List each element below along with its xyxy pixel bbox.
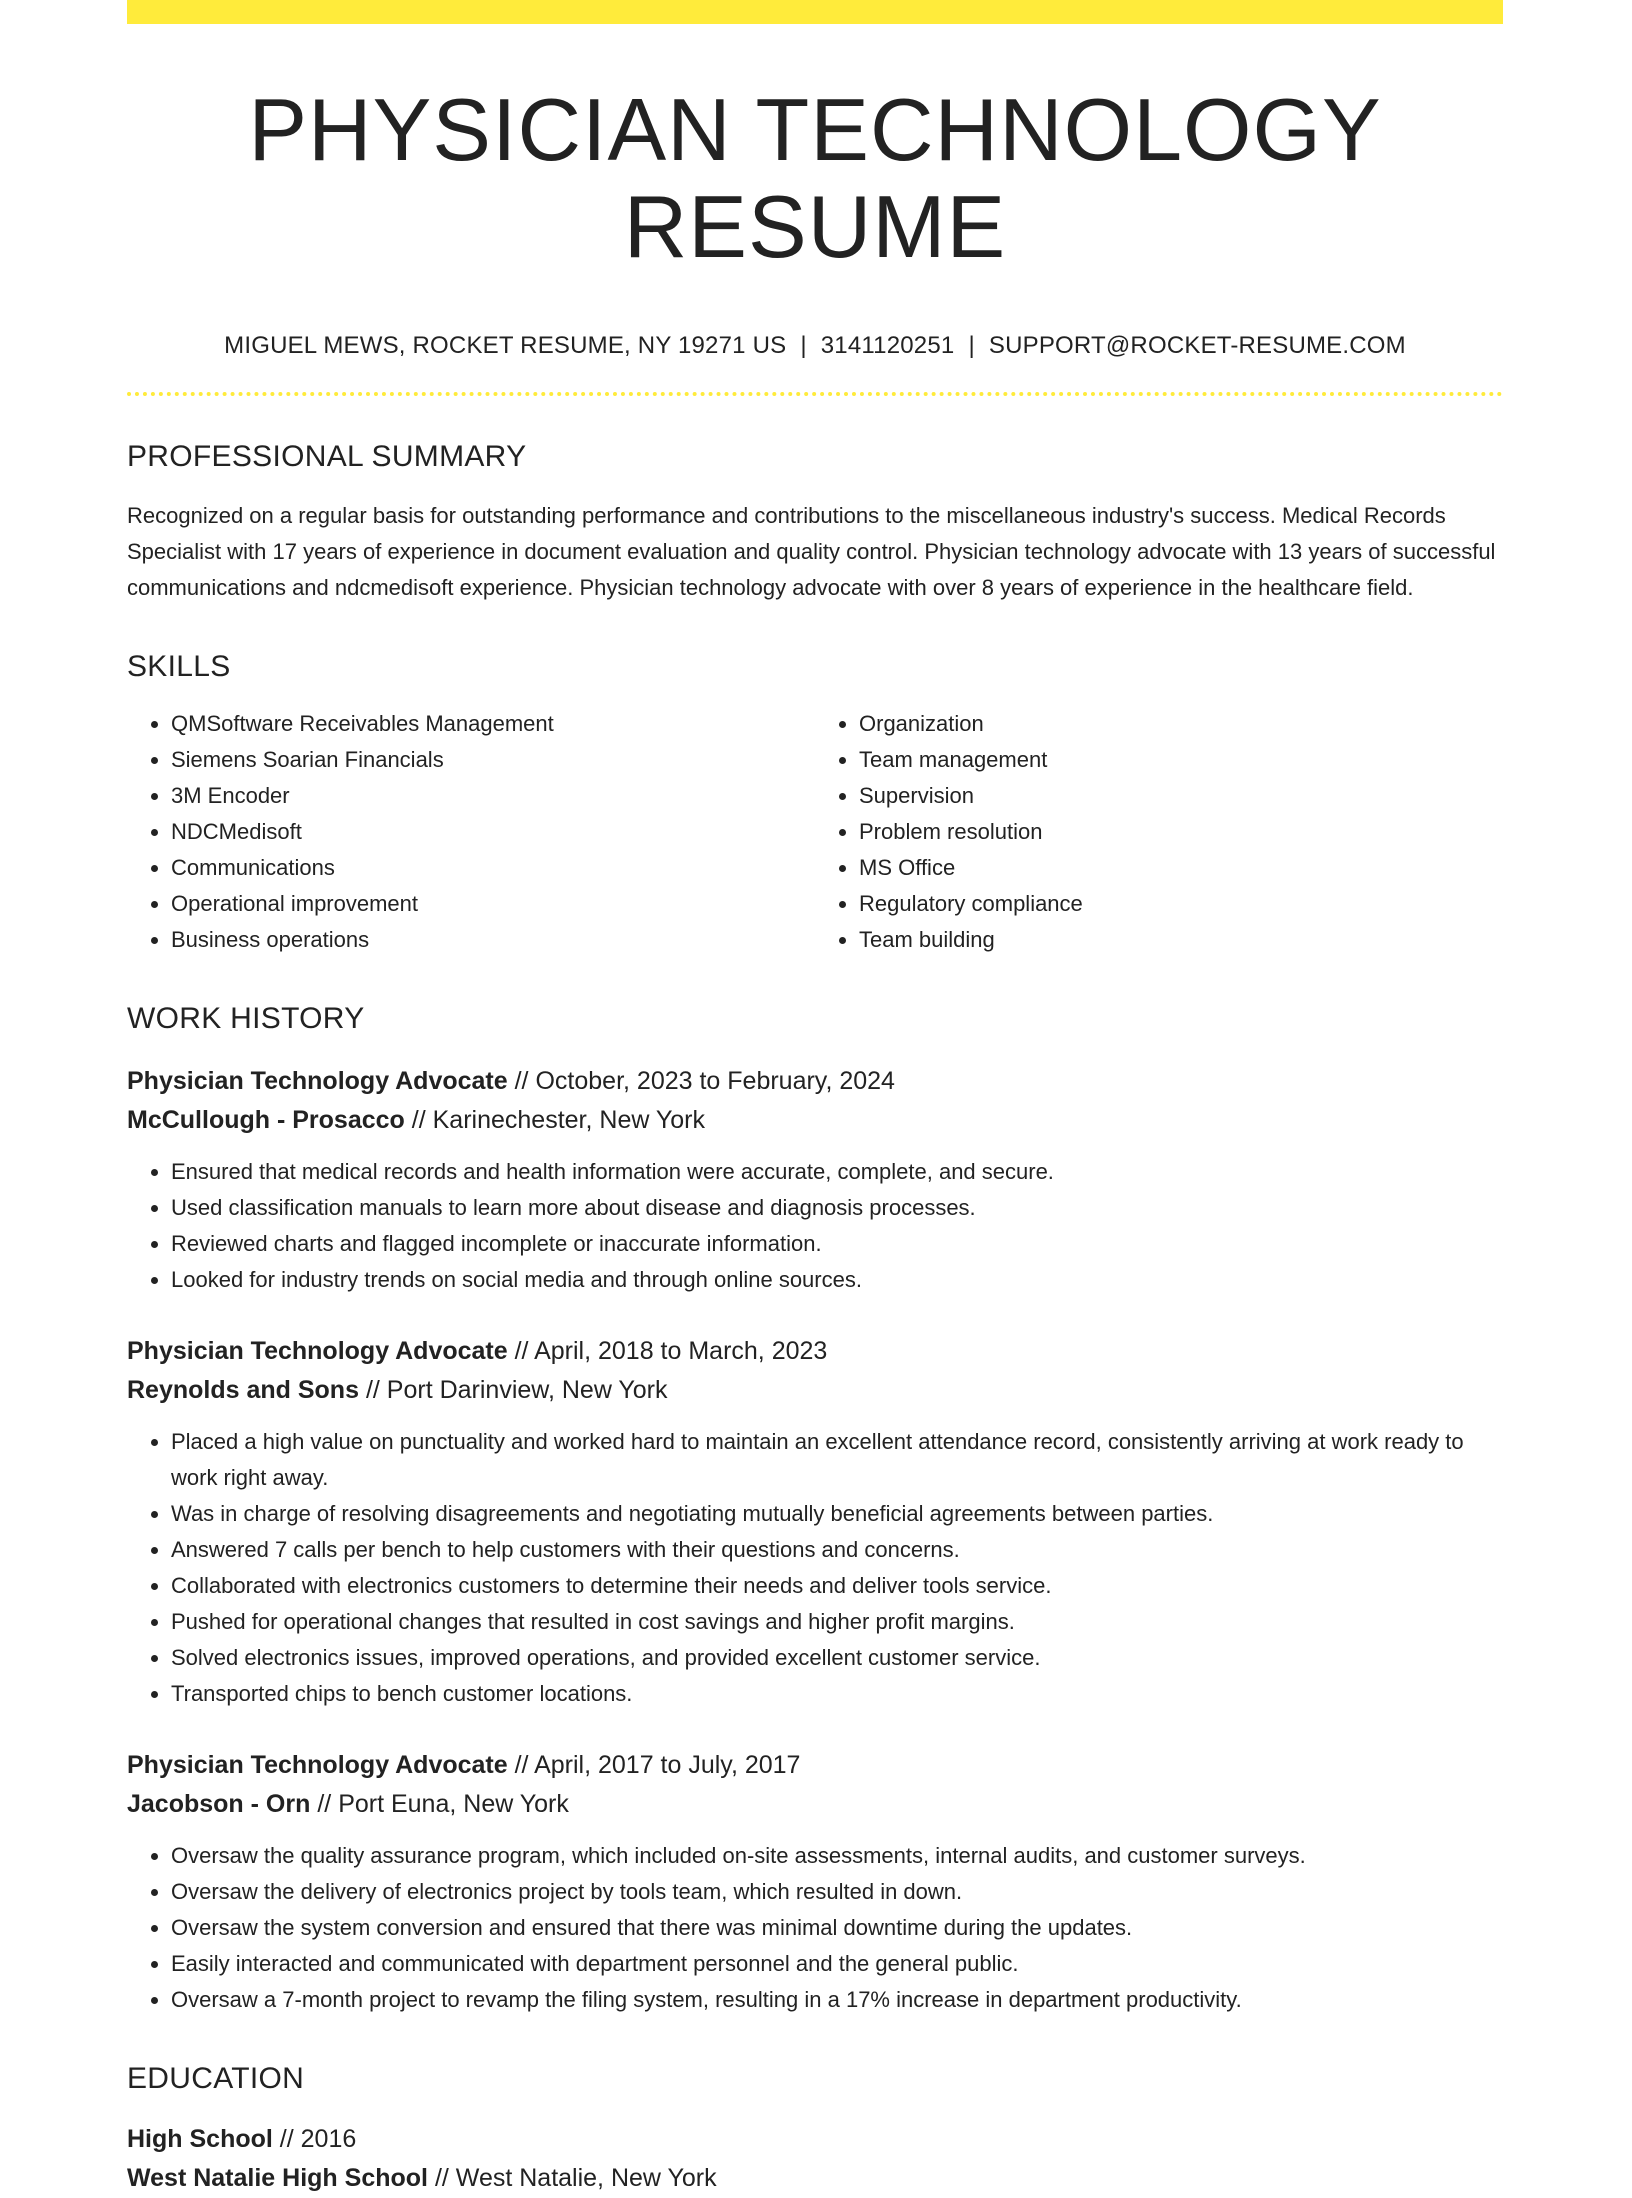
- education-degree-line: [127, 2120, 1503, 2159]
- job-bullet: • Solved electronics issues, improved operations, and provided excellent customer service.: [171, 1640, 1503, 1676]
- job-bullet: • Oversaw the system conversion and ensured that there was minimal downtime during the updates.: [171, 1910, 1503, 1946]
- education-school-line: [127, 2159, 1503, 2198]
- field-separator: //: [514, 1066, 529, 1095]
- job-bullet: • Used classification manuals to learn more about disease and diagnosis processes.: [171, 1190, 1503, 1226]
- job-title-line: [127, 1332, 1503, 1371]
- resume-title: PHYSICIAN TECHNOLOGY RESUME: [248, 80, 1382, 276]
- accent-top-bar: [127, 0, 1503, 24]
- job-bullet: • Easily interacted and communicated with department personnel and the general public.: [171, 1946, 1503, 1982]
- education-school: West Natalie High School: [127, 2163, 428, 2192]
- skill-item: • Regulatory compliance: [859, 886, 1503, 922]
- skill-item: • Supervision: [859, 778, 1503, 814]
- field-separator: //: [434, 2163, 449, 2192]
- field-separator: //: [365, 1375, 380, 1404]
- skill-item: • Communications: [171, 850, 815, 886]
- skill-item: • NDCMedisoft: [171, 814, 815, 850]
- contact-email: SUPPORT@ROCKET-RESUME.COM: [988, 331, 1406, 359]
- field-separator: //: [411, 1105, 426, 1134]
- work-history-heading: WORK HISTORY: [127, 1001, 365, 1035]
- job-bullet: • Oversaw the delivery of electronics project by tools team, which resulted in down.: [171, 1874, 1503, 1910]
- job-bullet: • Placed a high value on punctuality and worked hard to maintain an excellent attendance record, consistently arriving at work ready to work right away.: [171, 1424, 1503, 1496]
- job-location: Karinechester, New York: [432, 1105, 706, 1134]
- skill-item: • Business operations: [171, 922, 815, 958]
- education-heading: EDUCATION: [127, 2061, 305, 2095]
- job-title-line: [127, 1062, 1503, 1101]
- skill-item: • Team building: [859, 922, 1503, 958]
- job-entry: [127, 1746, 1503, 2018]
- contact-address: MIGUEL MEWS, ROCKET RESUME, NY 19271 US: [224, 331, 787, 359]
- contact-separator: |: [968, 331, 975, 359]
- job-location: Port Euna, New York: [338, 1789, 569, 1818]
- job-bullet: • Reviewed charts and flagged incomplete or inaccurate information.: [171, 1226, 1503, 1262]
- dotted-divider: [127, 392, 1503, 396]
- summary-heading: PROFESSIONAL SUMMARY: [127, 439, 527, 473]
- contact-separator: |: [800, 331, 807, 359]
- job-bullet: • Transported chips to bench customer locations.: [171, 1676, 1503, 1712]
- job-bullet: • Oversaw the quality assurance program, which included on-site assessments, internal audits, and customer surveys.: [171, 1838, 1503, 1874]
- job-dates: October, 2023 to February, 2024: [535, 1066, 895, 1095]
- job-bullet: • Answered 7 calls per bench to help customers with their questions and concerns.: [171, 1532, 1503, 1568]
- education-degree: High School: [127, 2124, 273, 2153]
- skills-column-left: [127, 706, 815, 958]
- job-title: Physician Technology Advocate: [127, 1066, 508, 1095]
- job-company: Reynolds and Sons: [127, 1375, 359, 1404]
- summary-text: Recognized on a regular basis for outstanding performance and contributions to the miscellaneous industry's success. Medical Records Specialist with 17 years of experience in document evaluation and quality control. Physician technology advocate with 13 years of successful communications and ndcmedisoft experience. Physician technology advocate with over 8 years of experience in the healthcare field.: [127, 502, 1496, 600]
- education-year: 2016: [300, 2124, 357, 2153]
- skill-item: • Team management: [859, 742, 1503, 778]
- job-bullets: [127, 1154, 1503, 1298]
- skill-item: • 3M Encoder: [171, 778, 815, 814]
- job-entry: [127, 1332, 1503, 1712]
- job-company-line: [127, 1371, 1503, 1410]
- job-location: Port Darinview, New York: [386, 1375, 668, 1404]
- skill-item: • Operational improvement: [171, 886, 815, 922]
- resume-page: [127, 0, 1503, 2198]
- skill-item: • MS Office: [859, 850, 1503, 886]
- job-dates: April, 2017 to July, 2017: [534, 1750, 801, 1779]
- job-bullet: • Pushed for operational changes that resulted in cost savings and higher profit margins.: [171, 1604, 1503, 1640]
- education-entry: [127, 2120, 1503, 2198]
- job-title-line: [127, 1746, 1503, 1785]
- skill-item: • Problem resolution: [859, 814, 1503, 850]
- job-entry: [127, 1062, 1503, 1298]
- job-bullet: • Oversaw a 7-month project to revamp the filing system, resulting in a 17% increase in department productivity.: [171, 1982, 1503, 2018]
- education-location: West Natalie, New York: [455, 2163, 717, 2192]
- job-company-line: [127, 1785, 1503, 1824]
- job-company: McCullough - Prosacco: [127, 1105, 405, 1134]
- job-title: Physician Technology Advocate: [127, 1336, 508, 1365]
- skill-item: • QMSoftware Receivables Management: [171, 706, 815, 742]
- field-separator: //: [317, 1789, 332, 1818]
- skills-heading: SKILLS: [127, 649, 231, 683]
- field-separator: //: [279, 2124, 294, 2153]
- skill-item: • Siemens Soarian Financials: [171, 742, 815, 778]
- job-bullets: [127, 1424, 1503, 1712]
- job-bullets: [127, 1838, 1503, 2018]
- field-separator: //: [514, 1750, 529, 1779]
- job-company-line: [127, 1101, 1503, 1140]
- contact-phone: 3141120251: [820, 331, 955, 359]
- skills-list: [127, 706, 1503, 958]
- job-bullet: • Ensured that medical records and health information were accurate, complete, and secure.: [171, 1154, 1503, 1190]
- field-separator: //: [514, 1336, 529, 1365]
- job-bullet: • Collaborated with electronics customers to determine their needs and deliver tools service.: [171, 1568, 1503, 1604]
- skill-item: • Organization: [859, 706, 1503, 742]
- job-dates: April, 2018 to March, 2023: [534, 1336, 828, 1365]
- job-bullet: • Was in charge of resolving disagreements and negotiating mutually beneficial agreements between parties.: [171, 1496, 1503, 1532]
- contact-line: [127, 332, 1503, 360]
- skills-column-right: [815, 706, 1503, 958]
- job-bullet: • Looked for industry trends on social media and through online sources.: [171, 1262, 1503, 1298]
- job-company: Jacobson - Orn: [127, 1789, 311, 1818]
- job-title: Physician Technology Advocate: [127, 1750, 508, 1779]
